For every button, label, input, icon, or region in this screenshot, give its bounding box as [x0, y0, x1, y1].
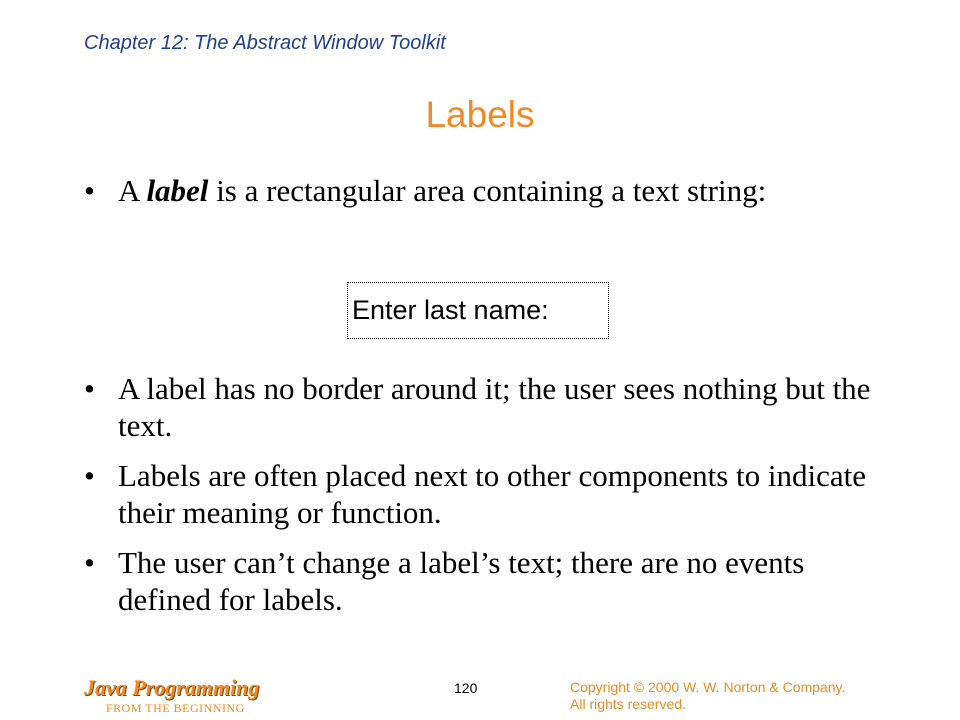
bullet-item: • Labels are often placed next to other components to indicate their meaning or function. [84, 457, 874, 531]
bullet-item: • The user can’t change a label’s text; there are no events defined for labels. [84, 544, 874, 618]
book-logo-title: Java Programming [84, 675, 260, 700]
bullet-text-before: A [118, 173, 147, 208]
example-label-text: Enter last name: [352, 295, 549, 325]
example-label [347, 282, 609, 339]
copyright-line: All rights reserved. [570, 696, 686, 712]
bullet-item: • A label has no border around it; the user sees nothing but the text. [84, 370, 874, 444]
book-logo [84, 676, 259, 716]
slide-title: Labels [425, 94, 535, 135]
bullet-item [84, 172, 874, 209]
bullet-emphasis: label [146, 173, 209, 208]
bullet-list-bottom [84, 370, 874, 631]
copyright-notice [570, 679, 845, 713]
bullet-text-after: is a rectangular area containing a text string: [208, 173, 767, 208]
bullet-list-top [84, 172, 874, 222]
book-logo-subtitle: FROM THE BEGINNING [106, 701, 245, 715]
copyright-line: Copyright © 2000 W. W. Norton & Company. [570, 679, 846, 695]
chapter-heading: Chapter 12: The Abstract Window Toolkit [84, 32, 446, 54]
page-number: 120 [454, 680, 478, 696]
